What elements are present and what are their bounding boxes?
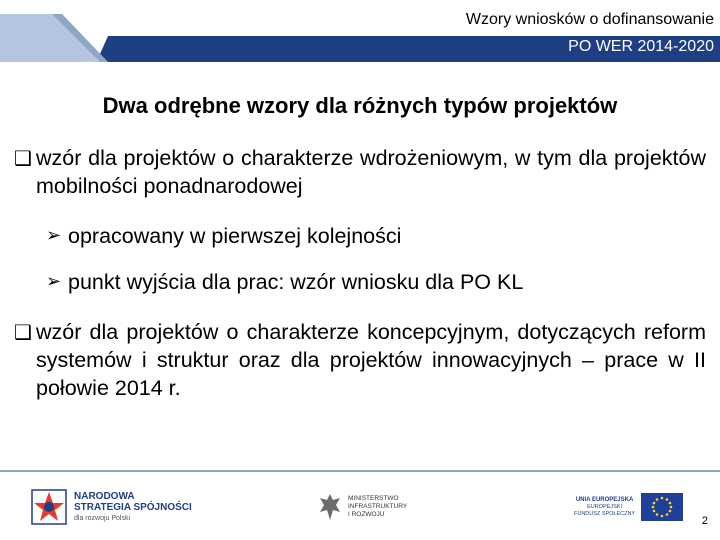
page-number: 2 (701, 515, 708, 527)
arrow-bullet-icon: ➢ (46, 225, 62, 246)
nss-logo-line: STRATEGIA SPÓJNOŚCI (74, 501, 192, 513)
nss-logo (30, 488, 192, 526)
sub-bullet-text: punkt wyjścia dla prac: wzór wniosku dla PO KL (68, 270, 524, 294)
square-bullet-icon: ❑ (14, 146, 32, 170)
nss-emblem-icon (30, 488, 68, 526)
eu-logo-line: FUNDUSZ SPOŁECZNY (574, 510, 636, 517)
ribbon-light-band (0, 14, 108, 62)
ministry-logo (318, 492, 407, 522)
nss-logo-line: NARODOWA (74, 490, 135, 502)
arrow-bullet-icon: ➢ (46, 271, 62, 292)
bullet-item-conceptual (14, 318, 706, 402)
sub-bullet-text: opracowany w pierwszej kolejności (68, 224, 402, 248)
eu-logo (574, 493, 683, 521)
eu-logo-line: UNIA EUROPEJSKA (575, 496, 634, 503)
sub-bullet-item (46, 268, 706, 296)
header-subtitle: PO WER 2014-2020 (568, 38, 714, 55)
bullet-text: wzór dla projektów o charakterze koncepcyjnym, dotyczących reform systemów i struktur oraz dla projektów innowacyjnych – prace w II połowie 2014 r. (36, 320, 706, 400)
eu-flag-icon (641, 493, 683, 521)
ministry-logo-line: I ROZWOJU (348, 511, 385, 518)
bullet-item-implementation (14, 144, 706, 200)
eu-logo-line: EUROPEJSKI (587, 503, 622, 510)
header-title: Wzory wniosków o dofinansowanie (465, 11, 714, 28)
ministry-logo-line: MINISTERSTWO (348, 495, 399, 502)
sub-bullet-item (46, 222, 706, 250)
nss-logo-line: dla rozwoju Polski (74, 514, 131, 522)
square-bullet-icon: ❑ (14, 320, 32, 344)
ministry-logo-line: INFRASTRUKTURY (348, 503, 408, 510)
bullet-text: wzór dla projektów o charakterze wdrożeniowym, w tym dla projektów mobilności ponadnarodowej (36, 146, 706, 198)
eagle-emblem-icon (318, 492, 342, 522)
slide-heading: Dwa odrębne wzory dla różnych typów projektów (102, 93, 618, 118)
footer-divider (0, 470, 720, 472)
